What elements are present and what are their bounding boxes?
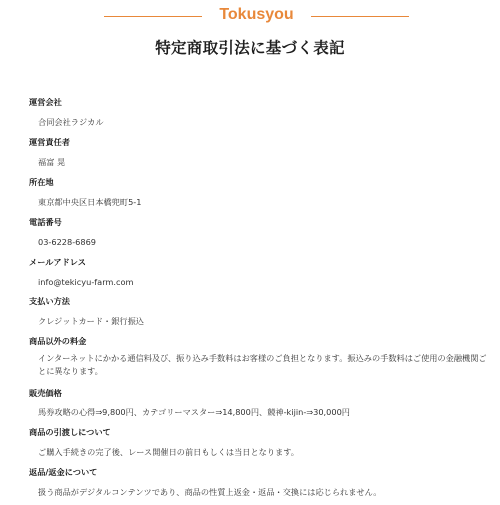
page-title: 特定商取引法に基づく表記 xyxy=(155,39,345,57)
page-header xyxy=(0,3,500,29)
section-eyebrow: Tokusyou xyxy=(219,6,294,23)
info-value: ご購入手続きの完了後、レース開催日の前日もしくは当日となります。 xyxy=(38,447,299,457)
info-label: 商品の引渡しについて xyxy=(29,427,111,437)
info-label: メールアドレス xyxy=(29,257,86,267)
info-label: 返品/返金について xyxy=(29,467,98,477)
info-value: 03-6228-6869 xyxy=(38,237,97,247)
info-value: 東京都中央区日本橋兜町5-1 xyxy=(38,197,142,207)
info-value: 扱う商品がデジタルコンテンツであり、商品の性質上返金・返品・交換には応じられません。 xyxy=(38,487,382,497)
info-label: 販売価格 xyxy=(29,388,62,398)
info-value: 福富 晃 xyxy=(38,157,66,167)
info-label: 電話番号 xyxy=(29,217,62,227)
info-value: クレジットカード・銀行振込 xyxy=(38,316,144,326)
info-value: 合同会社ラジカル xyxy=(38,117,104,127)
info-label: 運営責任者 xyxy=(29,137,70,147)
info-value: インターネットにかかる通信料及び、振り込み手数料はお客様のご負担となります。振込みの手数料はご使用の金融機関ごとに異なります。 xyxy=(38,353,487,376)
info-label: 支払い方法 xyxy=(29,296,70,306)
email-value: info@tekicyu-farm.com xyxy=(38,277,134,287)
header-rule-left xyxy=(104,16,202,17)
info-label: 所在地 xyxy=(29,177,54,187)
info-label: 運営会社 xyxy=(29,97,62,107)
info-value: 馬券攻略の心得⇒9,800円、カテゴリーマスター⇒14,800円、競神-kijin-⇒30,000円 xyxy=(38,407,350,417)
header-rule-right xyxy=(311,16,409,17)
info-label: 商品以外の料金 xyxy=(29,336,87,346)
